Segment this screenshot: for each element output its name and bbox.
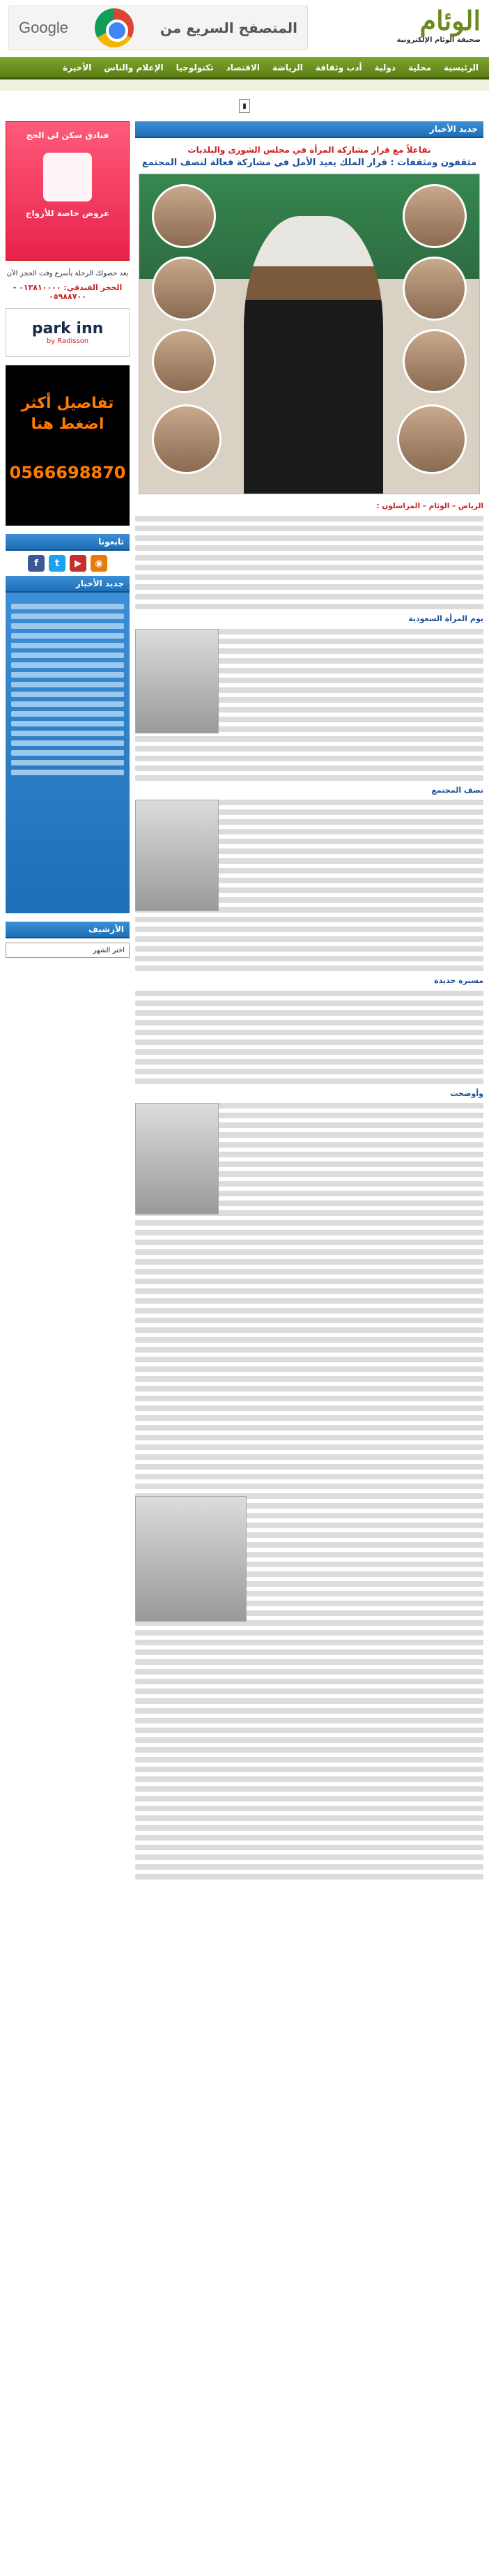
ticker-control[interactable]: ▮ [239, 99, 250, 113]
social-icons [6, 551, 130, 576]
nav-item-last[interactable]: الأخيرة [63, 62, 92, 73]
article-body [135, 501, 483, 1880]
hotel-ad-title: فنادق سكن لي الحج [26, 130, 109, 140]
site-subtitle: صحيفة الوئام الإلكترونية [396, 36, 481, 44]
nav-item-media[interactable]: الإعلام والناس [104, 62, 164, 73]
subhead-4: وأوضحت [450, 1088, 483, 1098]
archive-select[interactable]: اختر الشهر [6, 943, 130, 958]
main-column [135, 121, 483, 1884]
portrait-7 [152, 329, 216, 393]
latest-news-title: جديد الأخبار [6, 576, 130, 593]
hotel-ad[interactable] [6, 121, 130, 261]
sidebar [6, 121, 130, 1884]
facebook-icon[interactable]: f [28, 555, 45, 572]
site-header [0, 0, 489, 57]
parkinn-ad[interactable] [6, 308, 130, 357]
article-headline[interactable]: مثقفون ومثقفات : قرار الملك يعيد الأمل في مشاركة فعالة لنصف المجتمع [141, 158, 477, 168]
portrait-8 [152, 404, 222, 474]
portrait-1 [403, 184, 467, 248]
follow-title: تابعونا [6, 534, 130, 551]
subhead-1: يوم المرأة السعودية [408, 614, 483, 624]
portrait-2 [403, 257, 467, 321]
writer-photo-2 [135, 800, 219, 911]
gift-icon [43, 153, 92, 201]
parkinn-by: by Radisson [46, 337, 89, 345]
archive-title: الأرشيف [6, 922, 130, 938]
writer-photo-3 [135, 1103, 219, 1214]
nav-item-home[interactable]: الرئيسية [444, 62, 479, 73]
article-collage-image [139, 174, 480, 494]
chrome-ad-banner[interactable] [8, 6, 308, 50]
ticker [0, 91, 489, 121]
rss-icon[interactable]: ◉ [91, 555, 107, 572]
article-text-block-4 [135, 991, 483, 1084]
hotel-ad-text: بعد حصولك الرحلة بأسرع وقت الحجز الآن [6, 270, 129, 277]
subhead-2: نصف المجتمع [431, 785, 483, 795]
nav-item-international[interactable]: دولية [374, 62, 396, 73]
chrome-ad-text: المتصفح السريع من [160, 20, 297, 36]
parkinn-brand: park inn [31, 320, 104, 337]
portrait-6 [152, 257, 216, 321]
hotel-ad-sub: عروض خاصة للأزواج [25, 208, 110, 218]
orange-ad[interactable] [6, 365, 130, 526]
twitter-icon[interactable]: t [49, 555, 65, 572]
youtube-icon[interactable]: ▶ [70, 555, 86, 572]
article-text-block-1 [135, 516, 483, 609]
site-logo[interactable]: الوئام صحيفة الوئام الإلكترونية [355, 3, 481, 54]
main-section-title: جديد الأخبار [135, 121, 483, 138]
portrait-5 [152, 184, 216, 248]
orange-ad-phone: 0566698870 [9, 463, 126, 482]
portrait-3 [403, 329, 467, 393]
sub-bar [0, 79, 489, 91]
nav-item-technology[interactable]: تكنولوجيا [176, 62, 214, 73]
nav-item-local[interactable]: محلية [408, 62, 432, 73]
google-word: Google [19, 19, 68, 36]
article-lead: الرياض – الوئام – المراسلون : [376, 502, 483, 510]
latest-news-list[interactable] [6, 593, 130, 913]
central-figure [244, 216, 383, 494]
content-wrap [0, 121, 489, 1884]
orange-ad-text: تفاصيل أكثر اضغط هنا [21, 395, 114, 433]
subhead-3: مسيرة جديدة [434, 976, 483, 986]
writer-photo-1 [135, 629, 219, 733]
article-kicker: تفاعلاً مع قرار مشاركة المرأة في مجلس الشورى والبلديات [187, 145, 431, 155]
main-nav [0, 57, 489, 79]
nav-item-economy[interactable]: الاقتصاد [226, 62, 260, 73]
chrome-logo-icon [95, 8, 134, 47]
nav-item-sports[interactable]: الرياضة [272, 62, 303, 73]
portrait-4 [397, 404, 467, 474]
latest-news-lines [11, 604, 124, 775]
writer-photo-4 [135, 1496, 247, 1622]
hotel-phone: الحجز الفندقي: ٠١٣٨١٠٠٠٠ - ٠٥٩٨٨٧٠٠ [13, 283, 123, 301]
nav-item-culture[interactable]: أدب وثقافة [315, 62, 362, 73]
